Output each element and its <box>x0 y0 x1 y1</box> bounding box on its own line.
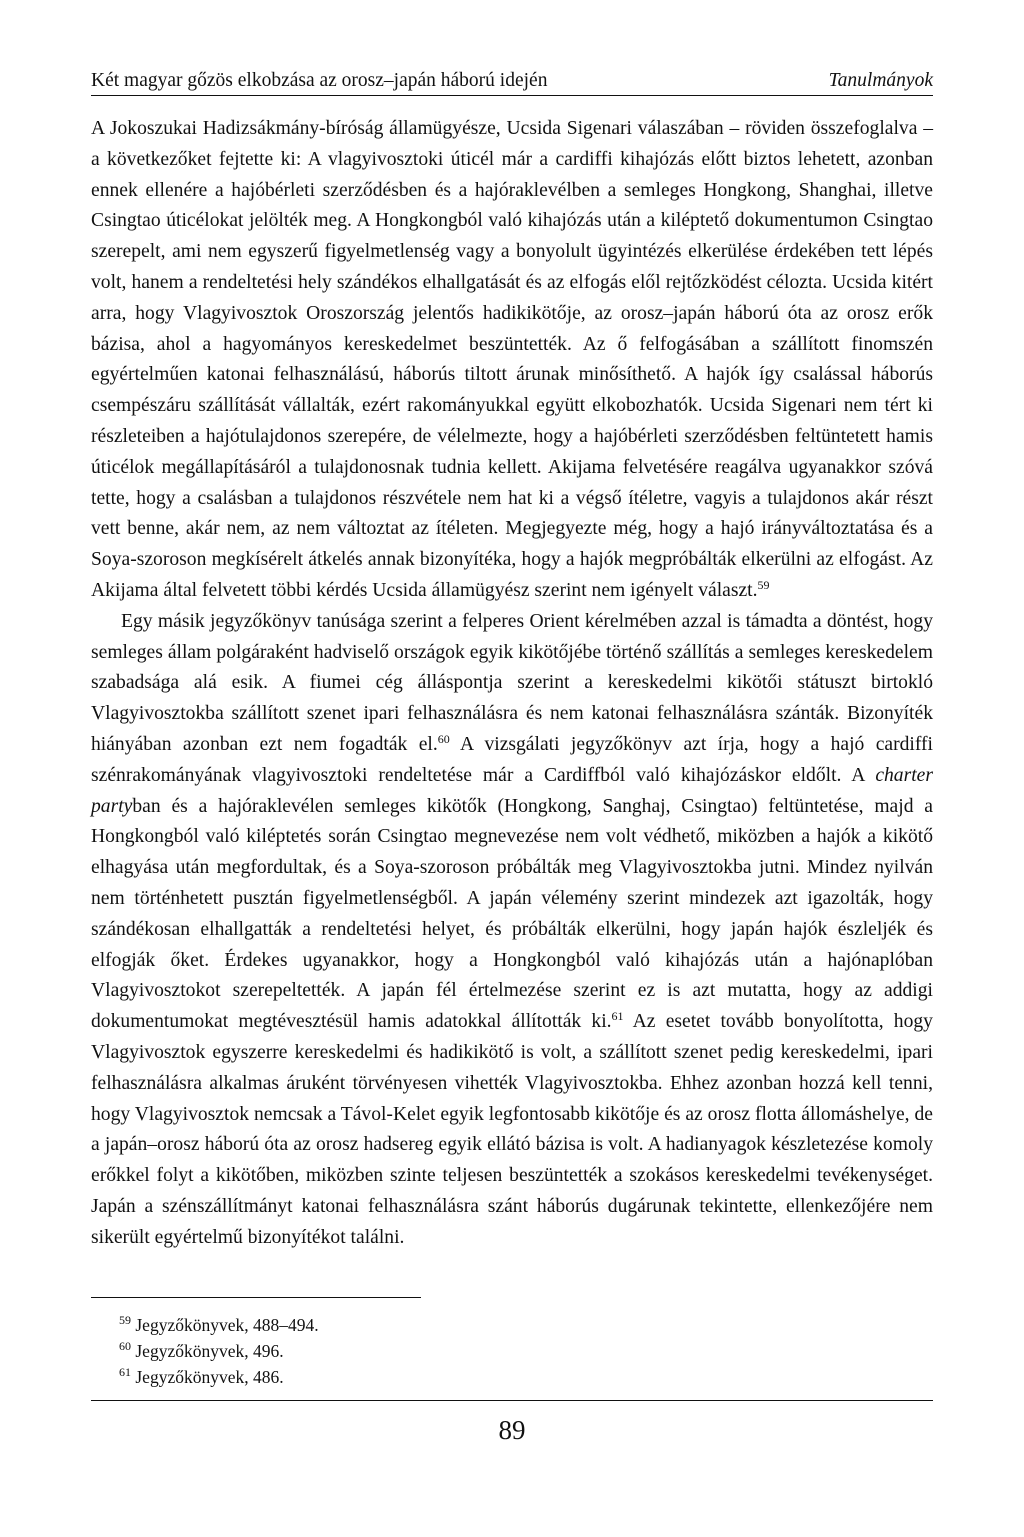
footnote-ref: 59 <box>757 577 770 592</box>
footnote-61 <box>91 1364 933 1390</box>
footnote-60 <box>91 1338 933 1364</box>
footnote-ref: 61 <box>611 1009 624 1024</box>
paragraph-text: A vizsgálati jegyzőkönyv azt írja, hogy a hajó cardiffi szénrakományának vlagyivosztoki rendeltetése már a Cardiffból való kihajózáskor eldőlt. A <box>91 733 933 786</box>
footnote-text: Jegyzőkönyvek, 496. <box>135 1341 284 1362</box>
footnotes <box>91 1312 933 1390</box>
running-header <box>91 70 933 96</box>
page-number: 89 <box>498 1415 526 1446</box>
footnote-text: Jegyzőkönyvek, 486. <box>135 1367 284 1388</box>
footnote-number: 61 <box>119 1365 131 1380</box>
header-section: Tanulmányok <box>828 70 933 91</box>
paragraph-text: Az esetet tovább bonyolította, hogy Vlagyivosztok egyszerre kereskedelmi és hadikikötő is volt, a szállított szenet pedig kereskedelmi, ipari felhasználásra alkalmas áruként törvényesen vihették Vlagyivosztokba. Ehhez azonban hozzá kell tenni, hogy Vlagyivosztok nemcsak a Távol-Kelet egyik legfontosabb kikötője és az orosz flotta állomáshelye, de a japán–orosz háború óta az orosz hadsereg egyik ellátó bázisa is volt. A hadianyagok készletezése komoly erőkkel folyt a kikötőben, miközben szinte teljesen beszüntették a szokásos kereskedelmi tevékenységet. Japán a szénszállítmányt katonai felhasználásra szánt háborús dugárunak tekintette, ellenkezőjére nem sikerült egyértelmű bizonyítékot találni. <box>91 1011 933 1248</box>
footnote-59 <box>91 1312 933 1338</box>
paragraph-text: A Jokoszukai Hadizsákmány-bíróság államügyésze, Ucsida Sigenari válaszában – röviden összefoglalva – a következőket fejtette ki: A vlagyivosztoki úticél már a cardiffi kihajózás előtt biztos lehetett, azonban ennek ellenére a hajóbérleti szerződésben és a hajóraklevélben a semleges Hongkong, Shanghai, illetve Csingtao úticélokat jelölték meg. A Hongkongból való kihajózás után a kiléptető dokumentumon Csingtao szerepelt, ami nem egyszerű figyelmetlenség vagy a bonyolult ügyintézés elkerülése érdekében tett lépés volt, hanem a rendeltetési hely szándékos elhallgatását és az elfogás elől rejtőzködést célozta. Ucsida kitért arra, hogy Vlagyivosztok Oroszország jelentős hadikikötője, az orosz–japán háború óta az orosz erők bázisa, ahol a hagyományos kereskedelmet beszüntették. Az ő felfogásában a szállított finomszén egyértelműen katonai felhasználású, háborús tiltott árunak minősíthető. A hajók így csalással háborús csempészáru szállítását vállalták, ezért rakományukkal együtt elkobozhatók. Ucsida Sigenari nem tért ki részleteiben a hajótulajdonos szerepére, de vélelmezte, hogy a hajóbérleti szerződésben feltüntetett hamis úticélok megállapításáról a tulajdonosnak tudnia kellett. Akijama felvetésére reagálva ugyanakkor szóvá tette, hogy a csalásban a tulajdonos részvétele nem hat ki a végső ítéletre, vagyis a tulajdonos akár részt vett benne, akár nem, az nem változtat az ítéleten. Megjegyezte még, hogy a hajó irányváltoztatása és a Soya-szoroson megkísérelt átkelés annak bizonyítéka, hogy a hajók megpróbálták elkerülni az elfogást. Az Akijama által felvetett többi kérdés Ucsida államügyész szerint nem igényelt választ. <box>91 118 933 601</box>
paragraph-2 <box>91 607 933 1254</box>
footnote-number: 59 <box>119 1313 131 1328</box>
footnote-ref: 60 <box>437 731 450 746</box>
footnote-text: Jegyzőkönyvek, 488–494. <box>135 1315 319 1336</box>
bottom-rule <box>91 1400 933 1401</box>
paragraph-1 <box>91 114 933 607</box>
paragraph-text: Egy másik jegyzőkönyv tanúsága szerint a felperes Orient kérelmében azzal is támadta a döntést, hogy semleges állam polgáraként hadviselő országok egyik kikötőjébe történő szállítás a semleges kereskedelem szabadsága alá esik. A fiumei cég álláspontja szerint a kereskedelmi kikötői státuszt birtokló Vlagyivosztokba szállított szenet ipari felhasználásra és nem katonai felhasználásra szánták. Bizonyíték hiányában azonban ezt nem fogadták el. <box>91 610 933 755</box>
italic-term: charter party <box>91 764 933 817</box>
page <box>91 70 933 1446</box>
footnote-number: 60 <box>119 1339 131 1354</box>
article-body <box>91 114 933 1253</box>
header-title: Két magyar gőzös elkobzása az orosz–japán háború idején <box>91 70 548 91</box>
footnote-separator <box>91 1297 421 1298</box>
paragraph-text: ban és a hajóraklevélen semleges kikötők (Hongkong, Sanghaj, Csingtao) feltüntetése, majd a Hongkongból való kiléptetés során Csingtao megnevezése nem volt védhető, miközben a hajók a kikötő elhagyása után megfordultak, és a Soya-szoroson próbálták meg Vlagyivosztokba jutni. Mindez nyilván nem történhetett pusztán figyelmetlenségből. A japán vélemény szerint mindezek azt igazolták, hogy szándékosan elhallgatták a rendeltetési helyet, és próbálták elkerülni, hogy japán hajók észleljék és elfogják őket. Érdekes ugyanakkor, hogy a Hongkongból való kihajózás után a hajónaplóban Vlagyivosztokot szerepeltették. A japán fél értelmezése szerint ez is azt mutatta, hogy az addigi dokumentumokat megtévesztésül hamis adatokkal állították ki. <box>91 795 933 1033</box>
